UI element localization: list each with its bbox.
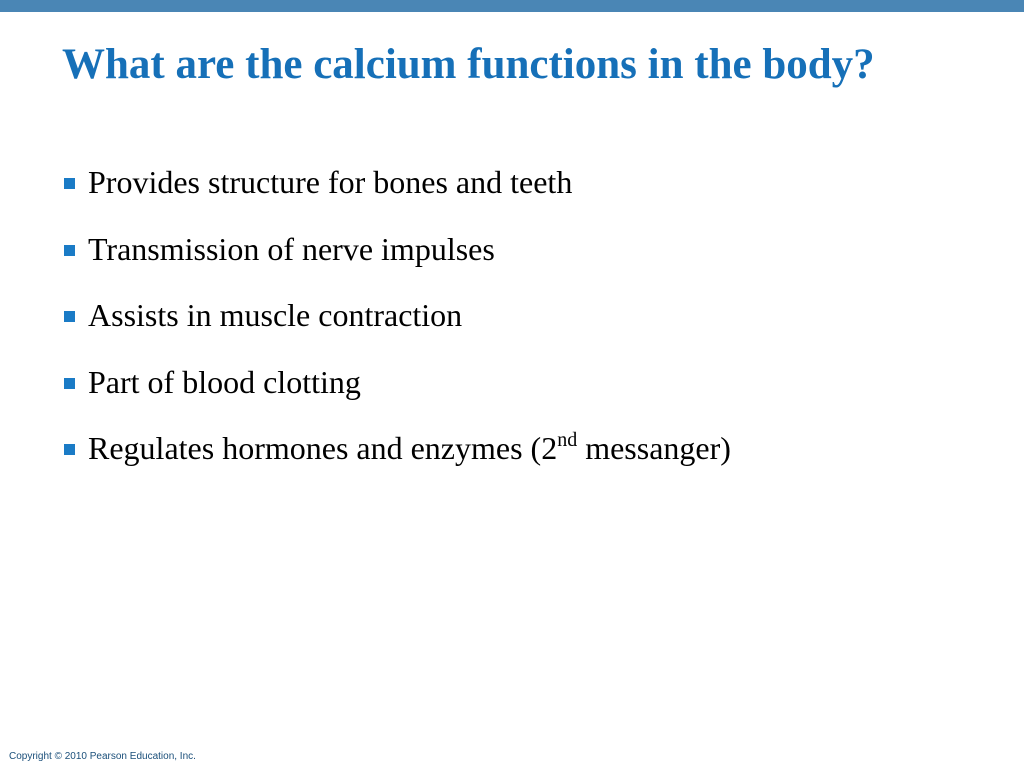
bullet-text: Assists in muscle contraction	[88, 297, 463, 333]
bullet-text: Provides structure for bones and teeth	[88, 164, 573, 200]
bullet-item	[64, 293, 731, 360]
square-bullet-icon	[64, 245, 75, 256]
bullet-item	[64, 227, 731, 294]
copyright-footer: Copyright © 2010 Pearson Education, Inc.	[9, 751, 196, 762]
square-bullet-icon	[64, 311, 75, 322]
bullet-list	[64, 160, 731, 493]
bullet-superscript: nd	[557, 429, 578, 451]
bullet-text-suffix: messanger)	[577, 430, 731, 466]
square-bullet-icon	[64, 378, 75, 389]
bullet-text: Transmission of nerve impulses	[88, 230, 495, 267]
bullet-item	[64, 426, 731, 493]
slide-title: What are the calcium functions in the body?	[62, 41, 875, 88]
square-bullet-icon	[64, 178, 75, 189]
bullet-item	[64, 360, 731, 427]
square-bullet-icon	[64, 444, 75, 455]
bullet-item	[64, 160, 731, 227]
bullet-text: Regulates hormones and enzymes (2	[88, 430, 558, 466]
top-accent-bar	[0, 0, 1024, 12]
bullet-text: Part of blood clotting	[88, 363, 361, 400]
